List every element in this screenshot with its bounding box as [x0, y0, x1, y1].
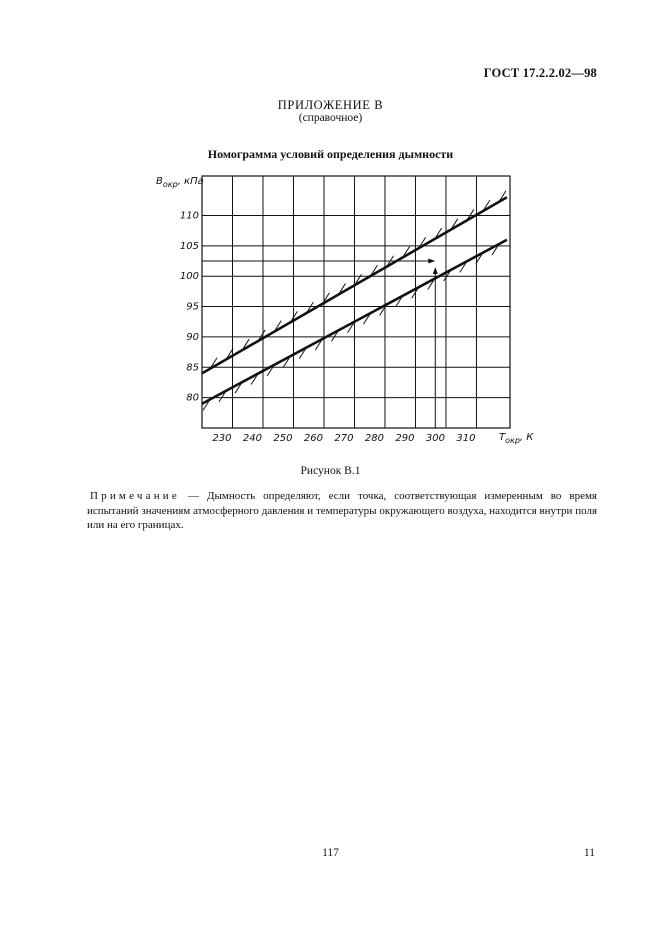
x-axis-label: $T_{окр}$, К	[499, 432, 534, 445]
page-number: 117	[322, 847, 339, 859]
x-tick-label: 260	[303, 433, 323, 444]
x-tick-label: 250	[273, 433, 293, 444]
x-tick-label: 290	[395, 433, 415, 444]
y-tick-label: 90	[186, 331, 199, 343]
x-tick-label: 270	[334, 433, 354, 444]
arrow-head-right	[428, 259, 435, 264]
y-tick-label: 105	[179, 240, 199, 252]
x-tick-label: 310	[456, 433, 476, 444]
x-tick-label: 230	[212, 433, 232, 444]
appendix-subtitle: (справочное)	[298, 112, 363, 124]
y-tick-label: 85	[186, 362, 199, 374]
y-tick-label: 95	[186, 301, 199, 313]
note-paragraph	[87, 489, 597, 533]
note-lead: Примечание	[90, 490, 180, 502]
sheet-number: 11	[583, 847, 595, 859]
axis-labels	[156, 176, 534, 445]
plot-frame	[202, 176, 510, 428]
appendix-title: ПРИЛОЖЕНИЕ В	[277, 98, 384, 112]
y-axis-label: $B_{окр}$, кПа	[156, 176, 204, 189]
standard-designation: ГОСТ 17.2.2.02—98	[483, 66, 597, 80]
note-text: — Дымность определяют, если точка, соответствующая измеренным во время испытаний значениям атмосферного давления и температуры окружающего воздуха, находится внутри поля или на его границах.	[87, 490, 597, 531]
figure-caption: Рисунок В.1	[300, 465, 361, 477]
x-tick-label: 300	[425, 433, 445, 444]
chart-grid	[202, 176, 510, 428]
x-tick-label: 240	[242, 433, 262, 444]
x-tick-label: 280	[364, 433, 384, 444]
arrow-head-up	[433, 267, 438, 274]
y-tick-label: 100	[179, 271, 199, 283]
figure-title: Номограмма условий определения дымности	[207, 147, 454, 161]
y-tick-label: 80	[186, 392, 199, 404]
y-tick-label: 110	[179, 210, 199, 222]
